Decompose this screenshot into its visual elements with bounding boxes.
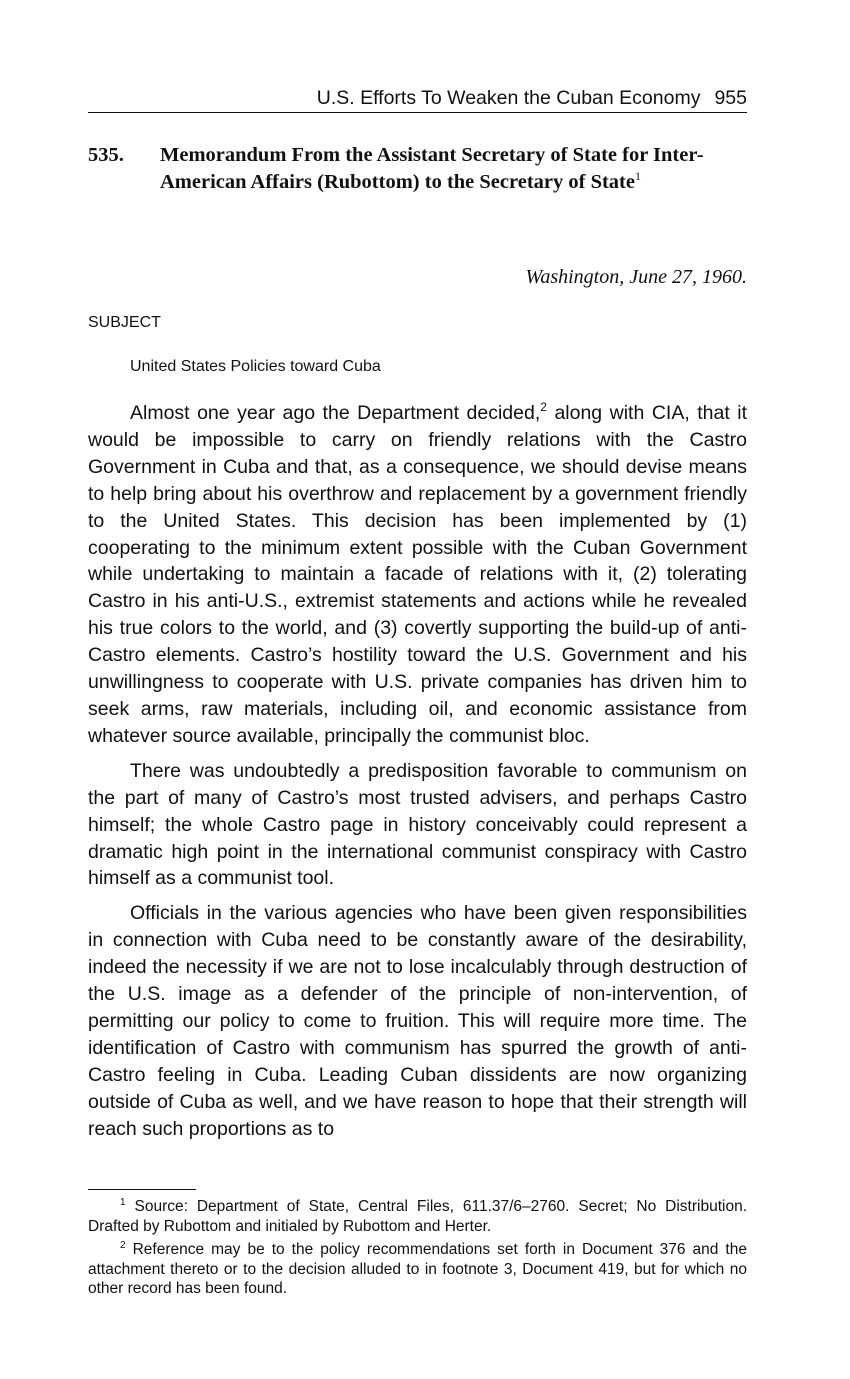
footnote-2 [88, 1240, 747, 1299]
footnotes [88, 1197, 747, 1303]
document-heading [88, 142, 747, 195]
footnote-ref-2[interactable]: 2 [540, 400, 547, 414]
document-title-text: Memorandum From the Assistant Secretary of State for Inter-American Affairs (Rubottom) to the Secretary of State [160, 144, 704, 193]
running-head [88, 86, 747, 113]
page-number: 955 [714, 87, 747, 109]
running-head-title: U.S. Efforts To Weaken the Cuban Economy [316, 87, 701, 109]
body-paragraph-1-start: Almost one year ago the Department decided, [130, 402, 541, 424]
footnote-1-marker: 1 [120, 1197, 126, 1208]
memorandum-body [88, 400, 747, 1150]
footnote-2-marker: 2 [120, 1240, 126, 1251]
document-number: 535. [88, 144, 124, 166]
footnote-ref-1[interactable]: 1 [634, 168, 641, 183]
footnote-1 [88, 1197, 747, 1236]
body-paragraph-1-rest: along with CIA, that it would be impossible to carry on friendly relations with the Castro Government in Cuba and that, as a consequence, we should devise means to help bring about his overthrow and replacement by a government friendly to the United States. This decision has been implemented by (1) cooperating to the minimum extent possible with the Cuban Government while undertaking to maintain a facade of relations with it, (2) tolerating Castro in his anti-U.S., extremist statements and actions while he revealed his true colors to the world, and (3) covertly supporting the build-up of anti-Castro elements. Castro’s hostility toward the U.S. Government and his unwillingness to cooperate with U.S. private companies has driven him to seek arms, raw materials, including oil, and economic assistance from whatever source available, principally the communist bloc. [88, 402, 747, 747]
footnote-1-text: Source: Department of State, Central Files, 611.37/6–2760. Secret; No Distribution. Drafted by Rubottom and initialed by Rubottom and Herter. [88, 1198, 747, 1235]
subject-label: SUBJECT [88, 314, 161, 331]
body-paragraph-1 [88, 400, 747, 750]
subject-text: United States Policies toward Cuba [130, 358, 381, 375]
footnote-divider [88, 1189, 196, 1190]
footnote-2-text: Reference may be to the policy recommendations set forth in Document 376 and the attachment thereto or to the decision alluded to in footnote 3, Document 419, but for which no other record has been found. [88, 1241, 747, 1297]
dateline: Washington, June 27, 1960. [525, 266, 747, 288]
body-paragraph-3: Officials in the various agencies who have been given responsibilities in connection with Cuba need to be constantly aware of the desirability, indeed the necessity if we are not to lose incalculably through destruction of the U.S. image as a defender of the principle of non-intervention, of permitting our policy to come to fruition. This will require more time. The identification of Castro with communism has spurred the growth of anti-Castro feeling in Cuba. Leading Cuban dissidents are now organizing outside of Cuba as well, and we have reason to hope that their strength will reach such proportions as to [88, 902, 747, 1140]
document-title [160, 142, 720, 195]
body-paragraph-2: There was undoubtedly a predisposition favorable to communism on the part of many of Castro’s most trusted advisers, and perhaps Castro himself; the whole Castro page in history conceivably could represent a dramatic high point in the international communist conspiracy with Castro himself as a communist tool. [88, 759, 747, 890]
